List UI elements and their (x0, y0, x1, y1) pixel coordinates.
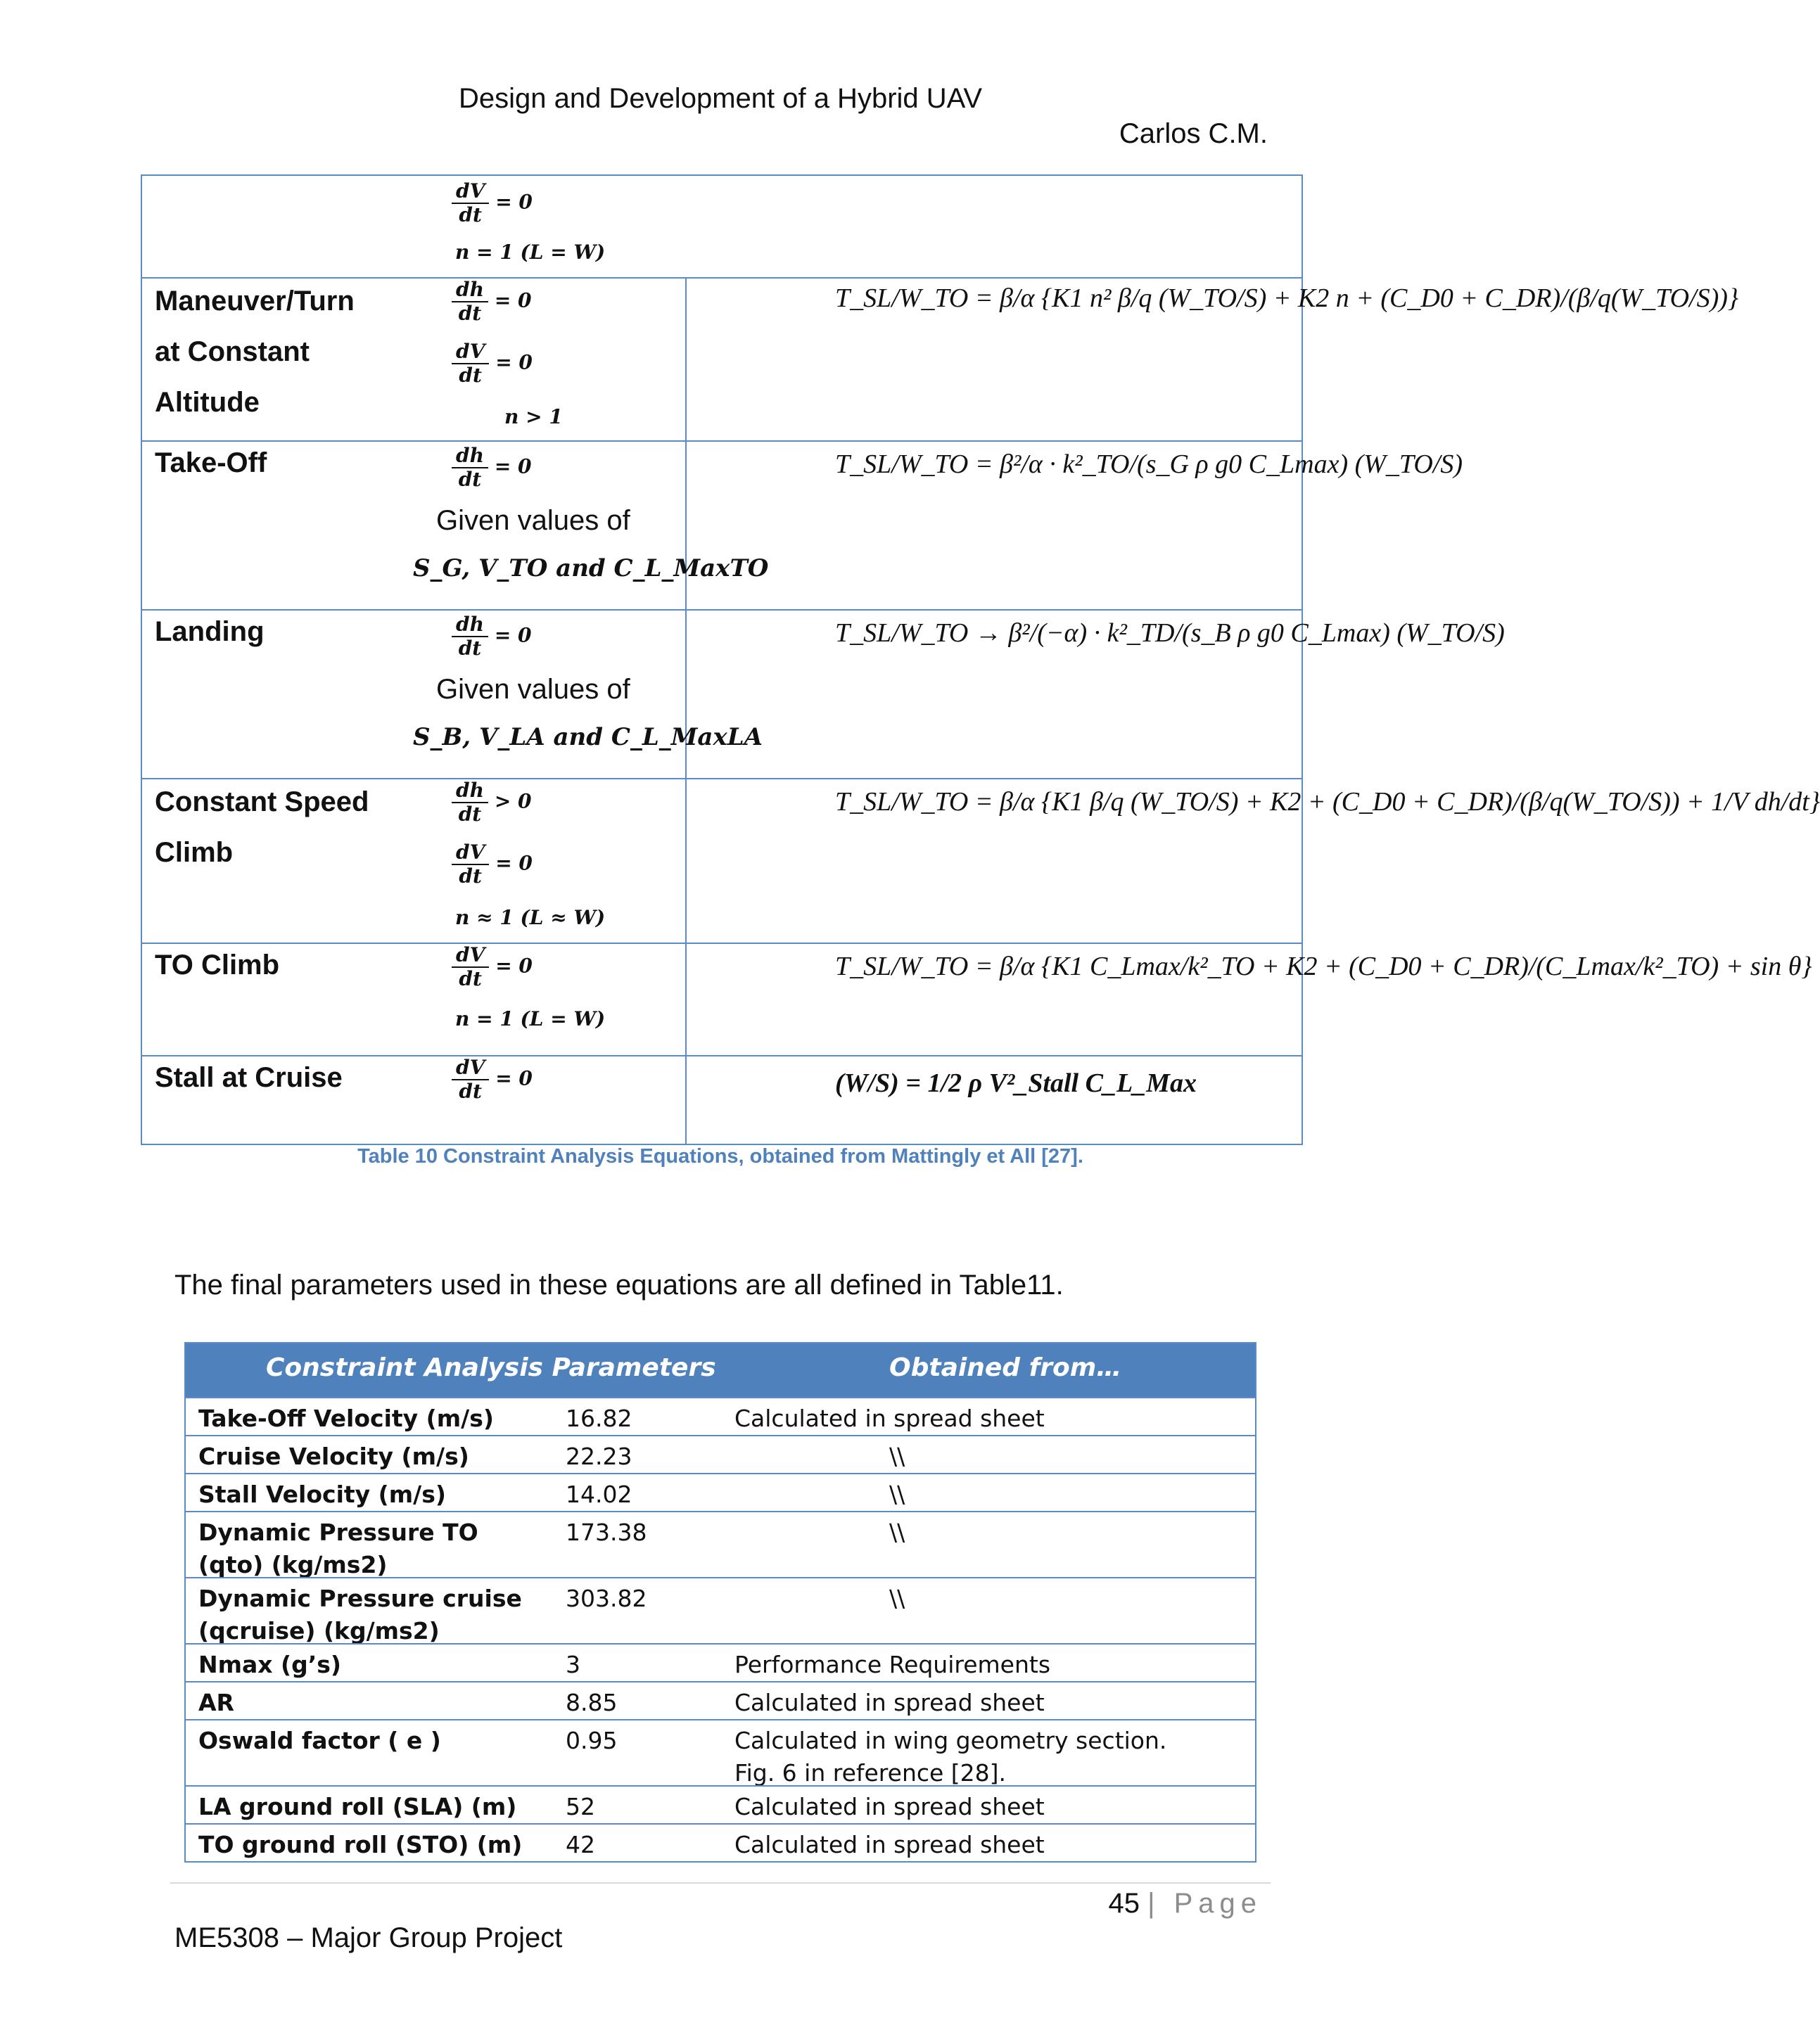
condition: $\frac{dV}{dt}$ = 0 (452, 1056, 663, 1103)
footer-divider (170, 1882, 1271, 1884)
condition: n = 1 (L = W) (455, 1007, 606, 1030)
column-header: Constraint Analysis Parameters (266, 1353, 716, 1382)
param-name: Cruise Velocity (m/s) (198, 1443, 469, 1470)
condition: $\frac{dV}{dt}$ = 0 (452, 841, 663, 888)
param-source: \\ (889, 1481, 905, 1508)
param-source: Calculated in spread sheet (734, 1689, 1045, 1716)
param-source: Calculated in spread sheet (734, 1793, 1045, 1820)
param-source: Calculated in spread sheet (734, 1405, 1045, 1432)
param-name: Take-Off Velocity (m/s) (198, 1405, 494, 1432)
header-author: Carlos C.M. (1119, 118, 1268, 149)
param-source: \\ (889, 1443, 905, 1470)
condition: $\frac{dV}{dt}$ = 0 (452, 944, 663, 990)
param-value: 3 (566, 1651, 580, 1678)
condition: $\frac{dV}{dt}$ = 0 (452, 340, 663, 387)
page-number: 45 | Page (1108, 1888, 1262, 1919)
param-source: Calculated in spread sheet (734, 1831, 1045, 1858)
parameters-table (184, 1342, 1256, 1863)
row-label: Take-Off (155, 447, 267, 478)
table-row (186, 1397, 1255, 1435)
equation: T_SL/W_TO = β/α {K1 n² β/q (W_TO/S) + K2 n + (C_D0 + C_DR)/(β/q(W_TO/S))} (835, 283, 1739, 313)
body-paragraph: The final parameters used in these equations are all defined in Table11. (174, 1270, 1064, 1301)
param-name: AR (198, 1689, 234, 1716)
param-value: 52 (566, 1793, 595, 1820)
row-label: Stall at Cruise (155, 1062, 343, 1093)
table-row (142, 440, 1463, 611)
param-name: Oswald factor ( e ) (198, 1727, 441, 1754)
param-name: Dynamic Pressure cruise (qcruise) (kg/ms2) (198, 1585, 522, 1645)
given-values-text: Given values of (436, 674, 630, 705)
table-row (142, 609, 1505, 779)
equation: T_SL/W_TO = β/α {K1 C_Lmax/k²_TO + K2 + (C_D0 + C_DR)/(C_Lmax/k²_TO) + sin θ} (835, 952, 1812, 981)
footer-course: ME5308 – Major Group Project (174, 1922, 563, 1953)
condition: n = 1 (L = W) (455, 241, 606, 264)
equation: T_SL/W_TO → β²/(−α) · k²_TD/(s_B ρ g0 C_Lmax) (W_TO/S) (835, 618, 1505, 648)
equation: T_SL/W_TO = β²/α · k²_TO/(s_G ρ g0 C_Lmax) (W_TO/S) (835, 449, 1463, 479)
param-value: 8.85 (566, 1689, 618, 1716)
table-caption: Table 10 Constraint Analysis Equations, obtained from Mattingly et All [27]. (357, 1145, 1083, 1168)
condition: $\frac{dV}{dt}$ = 0 (452, 180, 663, 226)
param-name: Stall Velocity (m/s) (198, 1481, 446, 1508)
param-value: 16.82 (566, 1405, 632, 1432)
table-row (142, 277, 1739, 442)
row-label: Landing (155, 616, 265, 647)
condition: $\frac{dh}{dt}$ = 0 (452, 279, 663, 325)
table-row (186, 1785, 1255, 1823)
condition: $\frac{dh}{dt}$ = 0 (452, 445, 663, 491)
param-value: 22.23 (566, 1443, 632, 1470)
condition: n > 1 (504, 405, 563, 428)
param-value: 173.38 (566, 1519, 647, 1546)
table-row (186, 1643, 1255, 1681)
param-source: Performance Requirements (734, 1651, 1051, 1678)
table-row (186, 1435, 1255, 1473)
equation: T_SL/W_TO = β/α {K1 β/q (W_TO/S) + K2 + (C_D0 + C_DR)/(β/q(W_TO/S)) + 1/V dh/dt} (835, 787, 1820, 817)
given-values: S_B, V_LA and C_L_MaxLA (413, 723, 763, 751)
param-value: 303.82 (566, 1585, 647, 1612)
param-name: TO ground roll (STO) (m) (198, 1831, 523, 1858)
row-label: Constant Speed Climb (155, 786, 369, 868)
table-row (186, 1823, 1255, 1861)
condition: $\frac{dh}{dt}$ > 0 (452, 779, 663, 826)
given-values-text: Given values of (436, 505, 630, 536)
table-row (186, 1681, 1255, 1719)
param-name: Dynamic Pressure TO (qto) (kg/ms2) (198, 1519, 478, 1578)
column-header: Obtained from… (889, 1353, 1122, 1382)
header-title: Design and Development of a Hybrid UAV (458, 83, 983, 114)
param-name: LA ground roll (SLA) (m) (198, 1793, 517, 1820)
table-row (186, 1511, 1255, 1577)
equation: (W/S) = 1/2 ρ V²_Stall C_L_Max (835, 1068, 1197, 1098)
given-values: S_G, V_TO and C_L_MaxTO (413, 554, 769, 582)
param-source: \\ (889, 1519, 905, 1546)
table-row (142, 176, 1302, 277)
table-header (186, 1343, 1255, 1397)
table-row (142, 778, 1820, 944)
param-source: Calculated in wing geometry section. Fig. 6 in reference [28]. (734, 1727, 1167, 1787)
param-value: 0.95 (566, 1727, 618, 1754)
table-row (186, 1473, 1255, 1511)
param-value: 14.02 (566, 1481, 632, 1508)
row-label: Maneuver/Turn at Constant Altitude (155, 286, 355, 418)
table-row (186, 1577, 1255, 1643)
row-label: TO Climb (155, 950, 280, 981)
param-value: 42 (566, 1831, 595, 1858)
condition: n ≈ 1 (L ≈ W) (455, 906, 606, 929)
constraint-equations-table (141, 174, 1820, 1145)
table-row (142, 1055, 1302, 1145)
param-name: Nmax (g’s) (198, 1651, 342, 1678)
table-row (186, 1719, 1255, 1785)
table-row (142, 943, 1812, 1056)
param-source: \\ (889, 1585, 905, 1612)
condition: $\frac{dh}{dt}$ = 0 (452, 613, 663, 660)
